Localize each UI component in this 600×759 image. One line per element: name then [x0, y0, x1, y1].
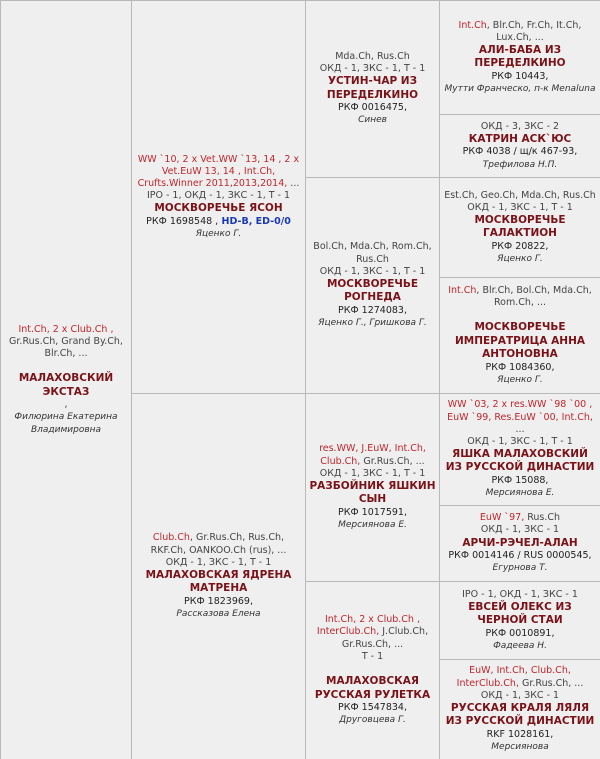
sire-name[interactable]: МОСКВОРЕЧЬЕ ЯСОН	[154, 202, 283, 215]
ds-owner: Мерсиянова Е.	[338, 519, 407, 530]
ss-reg: РКФ 0016475,	[337, 102, 407, 114]
dss-titles: ...	[515, 423, 525, 435]
ss-cell	[306, 1, 440, 178]
dss-name[interactable]: ЯШКА МАЛАХОВСКИЙ ИЗ РУССКОЙ ДИНАСТИИ	[445, 448, 595, 474]
sds-titles: Est.Ch, Geo.Ch, Mda.Ch, Rus.Ch	[444, 189, 596, 201]
ds-name[interactable]: РАЗБОЙНИК ЯШКИН СЫН	[309, 479, 436, 506]
ddd-reg: RKF 1028161,	[486, 728, 554, 740]
sds-name[interactable]: МОСКВОРЕЧЬЕ ГАЛАКТИОН	[474, 213, 566, 240]
ss-titles: Mda.Ch, Rus.Ch	[335, 51, 410, 63]
sd-reg: РКФ 1274083,	[337, 304, 407, 316]
ssd-cell	[440, 115, 600, 178]
dss-work: ОКД - 1, ЗКС - 1, Т - 1	[467, 435, 573, 447]
dog-cell	[1, 1, 132, 759]
sss-titles: , Blr.Ch, Fr.Ch, It.Ch, Lux.Ch, ...	[486, 19, 582, 43]
sd-cell	[306, 178, 440, 394]
dds-work: IPO - 1, ОКД - 1, ЗКС - 1	[462, 588, 578, 600]
dsd-titles: Rus.Ch	[524, 512, 561, 524]
sire-work: IPO - 1, ОКД - 1, ЗКС - 1, Т - 1	[146, 190, 291, 202]
sire-titles-red: WW `10, 2 x Vet.WW `13, 14 , 2 x Vet.EuW 13, 14 , Int.Ch, Crufts.Winner 2011,2013,2014,	[137, 153, 300, 189]
ddd-name[interactable]: РУССКАЯ КРАЛЯ ЛЯЛЯ ИЗ РУССКОЙ ДИНАСТИИ	[445, 701, 595, 728]
dds-reg: РКФ 0010891,	[485, 627, 555, 639]
dsd-titles-red: EuW `97,	[479, 512, 525, 524]
sd-work: ОКД - 1, ЗКС - 1, Т - 1	[319, 265, 426, 277]
dog-titles-red: Int.Ch, 2 x Club.Ch ,	[18, 323, 114, 335]
dsd-owner: Егурнова Т.	[492, 563, 548, 574]
sd-name[interactable]: МОСКВОРЕЧЬЕ РОГНЕДА	[326, 277, 419, 304]
ddd-owner: Мерсиянова	[491, 741, 549, 752]
sds-work: ОКД - 1, ЗКС - 1, Т - 1	[467, 201, 573, 213]
sire-reg: РКФ 1698548 ,	[146, 215, 219, 227]
ds-work: ОКД - 1, ЗКС - 1, Т - 1	[319, 467, 426, 479]
dog-owner: Филюрина Екатерина Владимировна	[14, 412, 118, 435]
sdd-owner: Яценко Г.	[497, 374, 543, 385]
sire-owner: Яценко Г.	[195, 228, 242, 239]
sdd-reg: РКФ 1084360,	[485, 361, 555, 373]
sd-titles: Bol.Ch, Mda.Ch, Rom.Ch, Rus.Ch	[313, 241, 432, 265]
sds-cell	[440, 178, 600, 278]
ssd-reg: РКФ 4038 / щ/к 467-93,	[462, 146, 578, 158]
ss-owner: Синев	[358, 115, 387, 126]
sdd-name[interactable]: МОСКВОРЕЧЬЕ ИМПЕРАТРИЦА АННА АНТОНОВНА	[454, 321, 585, 361]
dd-titles: J.Club.Ch, Gr.Rus.Ch, ...	[341, 626, 429, 650]
dam-titles-red: Club.Ch	[152, 532, 190, 544]
dd-work: Т - 1	[361, 650, 384, 662]
dsd-work: ОКД - 1, ЗКС - 1	[480, 524, 560, 536]
ds-reg: РКФ 1017591,	[337, 506, 407, 518]
sdd-titles-red: Int.Ch	[448, 284, 477, 296]
dss-cell	[440, 394, 600, 506]
dds-cell	[440, 582, 600, 660]
dam-titles: , Gr.Rus.Ch, Rus.Ch, RKF.Ch, OANKOO.Ch (rus), ...	[150, 532, 287, 556]
sds-owner: Яценко Г.	[497, 253, 543, 264]
ddd-cell	[440, 660, 600, 759]
dsd-cell	[440, 506, 600, 582]
dam-reg: РКФ 1823969,	[183, 595, 253, 607]
ss-work: ОКД - 1, ЗКС - 1, Т - 1	[319, 63, 426, 75]
dam-work: ОКД - 1, ЗКС - 1, Т - 1	[165, 556, 272, 568]
sss-name[interactable]: АЛИ-БАБА ИЗ ПЕРЕДЕЛКИНО	[474, 43, 566, 70]
dam-name[interactable]: МАЛАХОВСКАЯ ЯДРЕНА МАТРЕНА	[145, 568, 292, 595]
ds-titles-red: res.WW, J.EuW, Int.Ch, Club.Ch,	[319, 443, 426, 467]
sdd-titles: , Blr.Ch, Bol.Ch, Mda.Ch, Rom.Ch, ...	[476, 284, 592, 308]
ddd-work: ОКД - 1, ЗКС - 1	[480, 689, 560, 701]
sss-reg: РКФ 10443,	[491, 70, 549, 82]
dd-cell	[306, 582, 440, 759]
ssd-owner: Трефилова Н.П.	[482, 159, 558, 170]
sire-cell	[132, 1, 306, 394]
dd-owner: Друговцева Г.	[339, 715, 406, 726]
sire-health: HD-B, ED-0/0	[218, 215, 291, 227]
sds-reg: РКФ 20822,	[491, 240, 549, 252]
dog-name[interactable]: МАЛАХОВСКИЙ ЭКСТАЗ	[18, 372, 114, 398]
dd-titles-red: Int.Ch, 2 x Club.Ch , InterClub.Ch,	[316, 614, 420, 638]
dam-cell	[132, 394, 306, 759]
sss-owner: Мутти Франческо, п-к Menaluna	[444, 83, 596, 94]
dss-owner: Мерсиянова Е.	[485, 488, 555, 499]
ssd-name[interactable]: КАТРИН АСК`ЮС	[468, 133, 572, 146]
dd-name[interactable]: МАЛАХОВСКАЯ РУССКАЯ РУЛЕТКА	[314, 675, 431, 701]
ddd-titles: Gr.Rus.Ch, ...	[518, 677, 584, 689]
sd-owner: Яценко Г., Гришкова Г.	[318, 317, 427, 328]
ddd-titles-red: EuW, Int.Ch, Club.Ch, InterClub.Ch,	[456, 665, 571, 689]
ss-name[interactable]: УСТИН-ЧАР ИЗ ПЕРЕДЕЛКИНО	[326, 75, 419, 101]
dss-reg: РКФ 15088,	[491, 474, 549, 486]
sire-titles-tail: ...	[287, 177, 300, 189]
sdd-cell	[440, 278, 600, 394]
dds-name[interactable]: ЕВСЕЙ ОЛЕКС ИЗ ЧЕРНОЙ СТАИ	[468, 600, 572, 627]
dog-comma: ,	[64, 399, 68, 411]
sss-cell	[440, 1, 600, 115]
sss-titles-red: Int.Ch	[458, 19, 487, 31]
ds-cell	[306, 394, 440, 582]
dd-reg: РКФ 1547834,	[337, 701, 407, 713]
dog-titles: Gr.Rus.Ch, Grand By.Ch, Blr.Ch, ...	[9, 335, 123, 359]
ssd-work: ОКД - 3, ЗКС - 2	[480, 120, 560, 132]
ds-titles: Gr.Rus.Ch, ...	[360, 455, 425, 467]
dds-owner: Фадеева Н.	[493, 640, 547, 651]
dss-titles-red: WW `03, 2 x res.WW `98 `00 , EuW `99, Res.EuW `00, Int.Ch,	[447, 399, 593, 423]
dsd-reg: РКФ 0014146 / RUS 0000545,	[448, 550, 592, 562]
dam-owner: Рассказова Елена	[176, 608, 261, 619]
dsd-name[interactable]: АРЧИ-РЭЧЕЛ-АЛАН	[462, 536, 578, 549]
